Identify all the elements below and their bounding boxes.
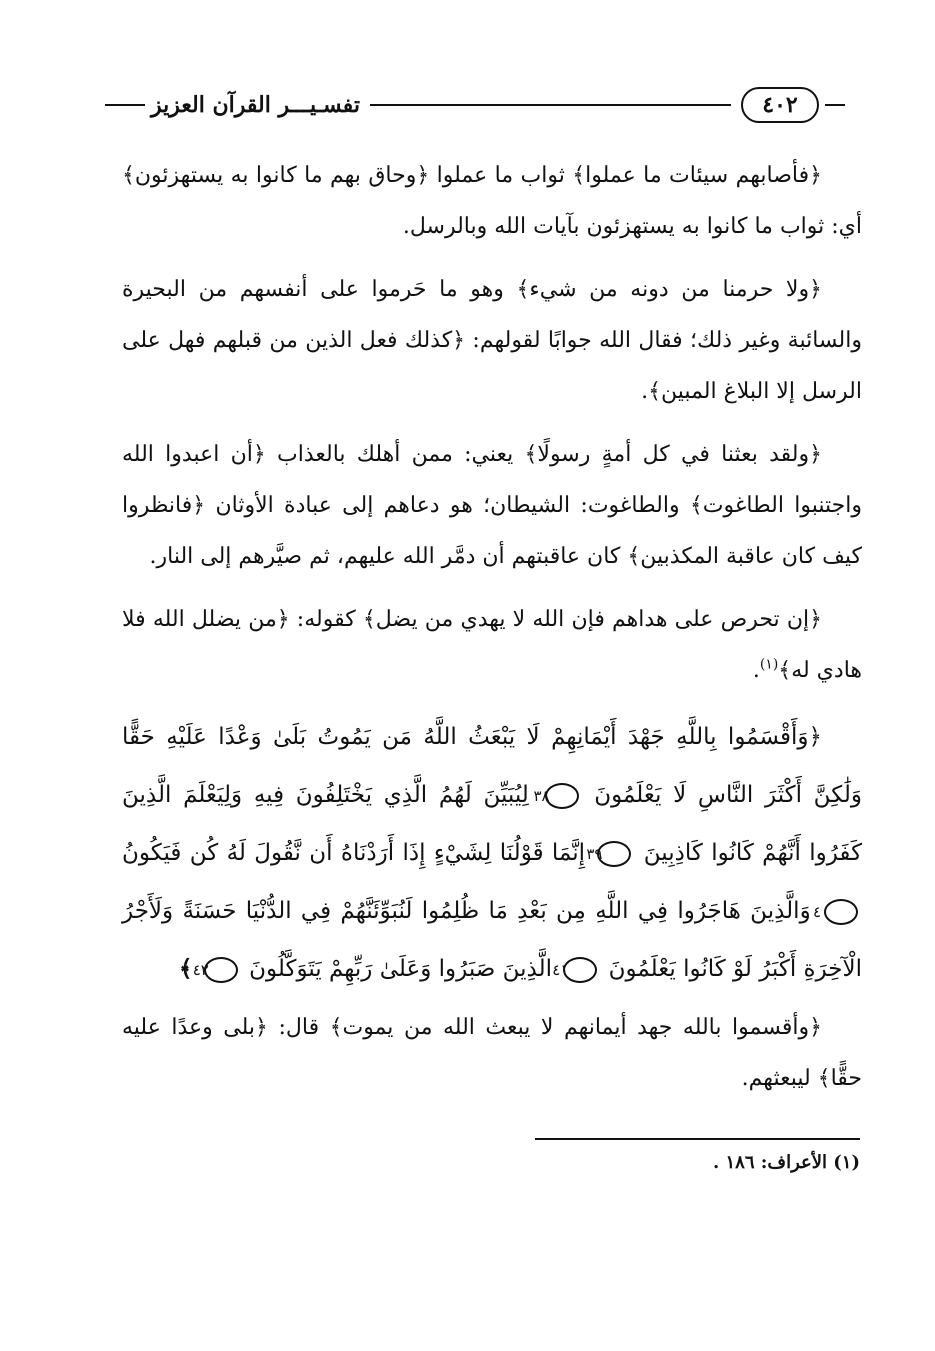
paragraph-after-verse: ﴿وأقسموا بالله جهد أيمانهم لا يبعث الله من يموت﴾ قال: ﴿بلى وعدًا عليه حقًّا﴾ ليبعثهم. <box>122 1015 862 1091</box>
paragraph-4: ﴿إن تحرص على هداهم فإن الله لا يهدي من يضل﴾ كقوله: ﴿من يضلل الله فلا هادي له﴾$^{(١)}$. <box>122 607 862 683</box>
ayah-number-41: ٤١ <box>563 957 597 983</box>
page-number-text: ٤٠٢ <box>762 92 798 118</box>
footnote-separator <box>535 1138 860 1140</box>
ayah-number-40: ٤٠ <box>824 899 858 925</box>
verse-part-3: إِنَّمَا قَوْلُنَا لِشَيْءٍ إِذَا أَرَدْنَاهُ أَن نَّقُولَ لَهُ كُن فَيَكُونُ <box>122 840 586 866</box>
header-rule-left <box>105 104 145 106</box>
paragraph-2: ﴿ولا حرمنا من دونه من شيء﴾ وهو ما حَرموا على أنفسهم من البحيرة والسائبة وغير ذلك؛ فقال الله جوابًا لقولهم: ﴿كذلك فعل الذين من قبلهم فهل على الرسل إلا البلاغ المبين﴾. <box>122 277 862 404</box>
quran-verse-block <box>122 708 862 998</box>
footnote-marker: (١) <box>759 656 779 673</box>
page-body <box>122 150 862 1116</box>
verse-close-bracket: ﴾ <box>179 955 193 982</box>
verse-part-4: وَالَّذِينَ هَاجَرُوا فِي اللَّهِ مِن بَعْدِ مَا ظُلِمُوا لَنُبَوِّئَنَّهُمْ فِي الدُّنْيَا حَسَنَةً وَلَأَجْرُ الْآخِرَةِ أَكْبَرُ لَوْ كَانُوا يَعْلَمُونَ <box>122 898 862 982</box>
page-header <box>105 82 845 128</box>
paragraph-1: ﴿فأصابهم سيئات ما عملوا﴾ ثواب ما عملوا ﴿وحاق بهم ما كانوا به يستهزئون﴾ أي: ثواب ما كانوا به يستهزئون بآيات الله وبالرسل. <box>122 163 862 239</box>
ayah-number-42: ٤٢ <box>204 957 238 983</box>
paragraph-4-text: ﴿إن تحرص على هداهم فإن الله لا يهدي من يضل﴾ كقوله: ﴿من يضلل الله فلا هادي له﴾ <box>122 607 862 683</box>
header-rule-right <box>825 104 845 106</box>
verse-part-2: لِيُبَيِّنَ لَهُمُ الَّذِي يَخْتَلِفُونَ فِيهِ وَلِيَعْلَمَ الَّذِينَ كَفَرُوا أَنَّهُمْ كَانُوا كَاذِبِينَ <box>122 782 863 866</box>
verse-part-1: ﴿وَأَقْسَمُوا بِاللَّهِ جَهْدَ أَيْمَانِهِمْ لَا يَبْعَثُ اللَّهُ مَن يَمُوتُ بَلَىٰ وَعْدًا عَلَيْهِ حَقًّا وَلَٰكِنَّ أَكْثَرَ النَّاسِ لَا يَعْلَمُونَ <box>122 724 863 808</box>
page-number <box>741 87 819 123</box>
running-title: تفسـيـــر القرآن العزيز <box>151 92 360 118</box>
paragraph-3: ﴿ولقد بعثنا في كل أمةٍ رسولًا﴾ يعني: ممن أهلك بالعذاب ﴿أن اعبدوا الله واجتنبوا الطاغوت﴾ والطاغوت: الشيطان؛ هو دعاهم إلى عبادة الأوثان ﴿فانظروا كيف كان عاقبة المكذبين﴾ كان عاقبتهم أن دمَّر الله عليهم، ثم صيَّرهم إلى النار. <box>122 442 862 569</box>
ayah-number-38: ٣٨ <box>545 783 579 809</box>
verse-part-5: الَّذِينَ صَبَرُوا وَعَلَىٰ رَبِّهِمْ يَتَوَكَّلُونَ <box>249 956 552 982</box>
header-rule-middle <box>370 104 731 106</box>
footnote: (١) الأعراف: ١٨٦ . <box>712 1152 860 1173</box>
ayah-number-39: ٣٩ <box>597 841 631 867</box>
